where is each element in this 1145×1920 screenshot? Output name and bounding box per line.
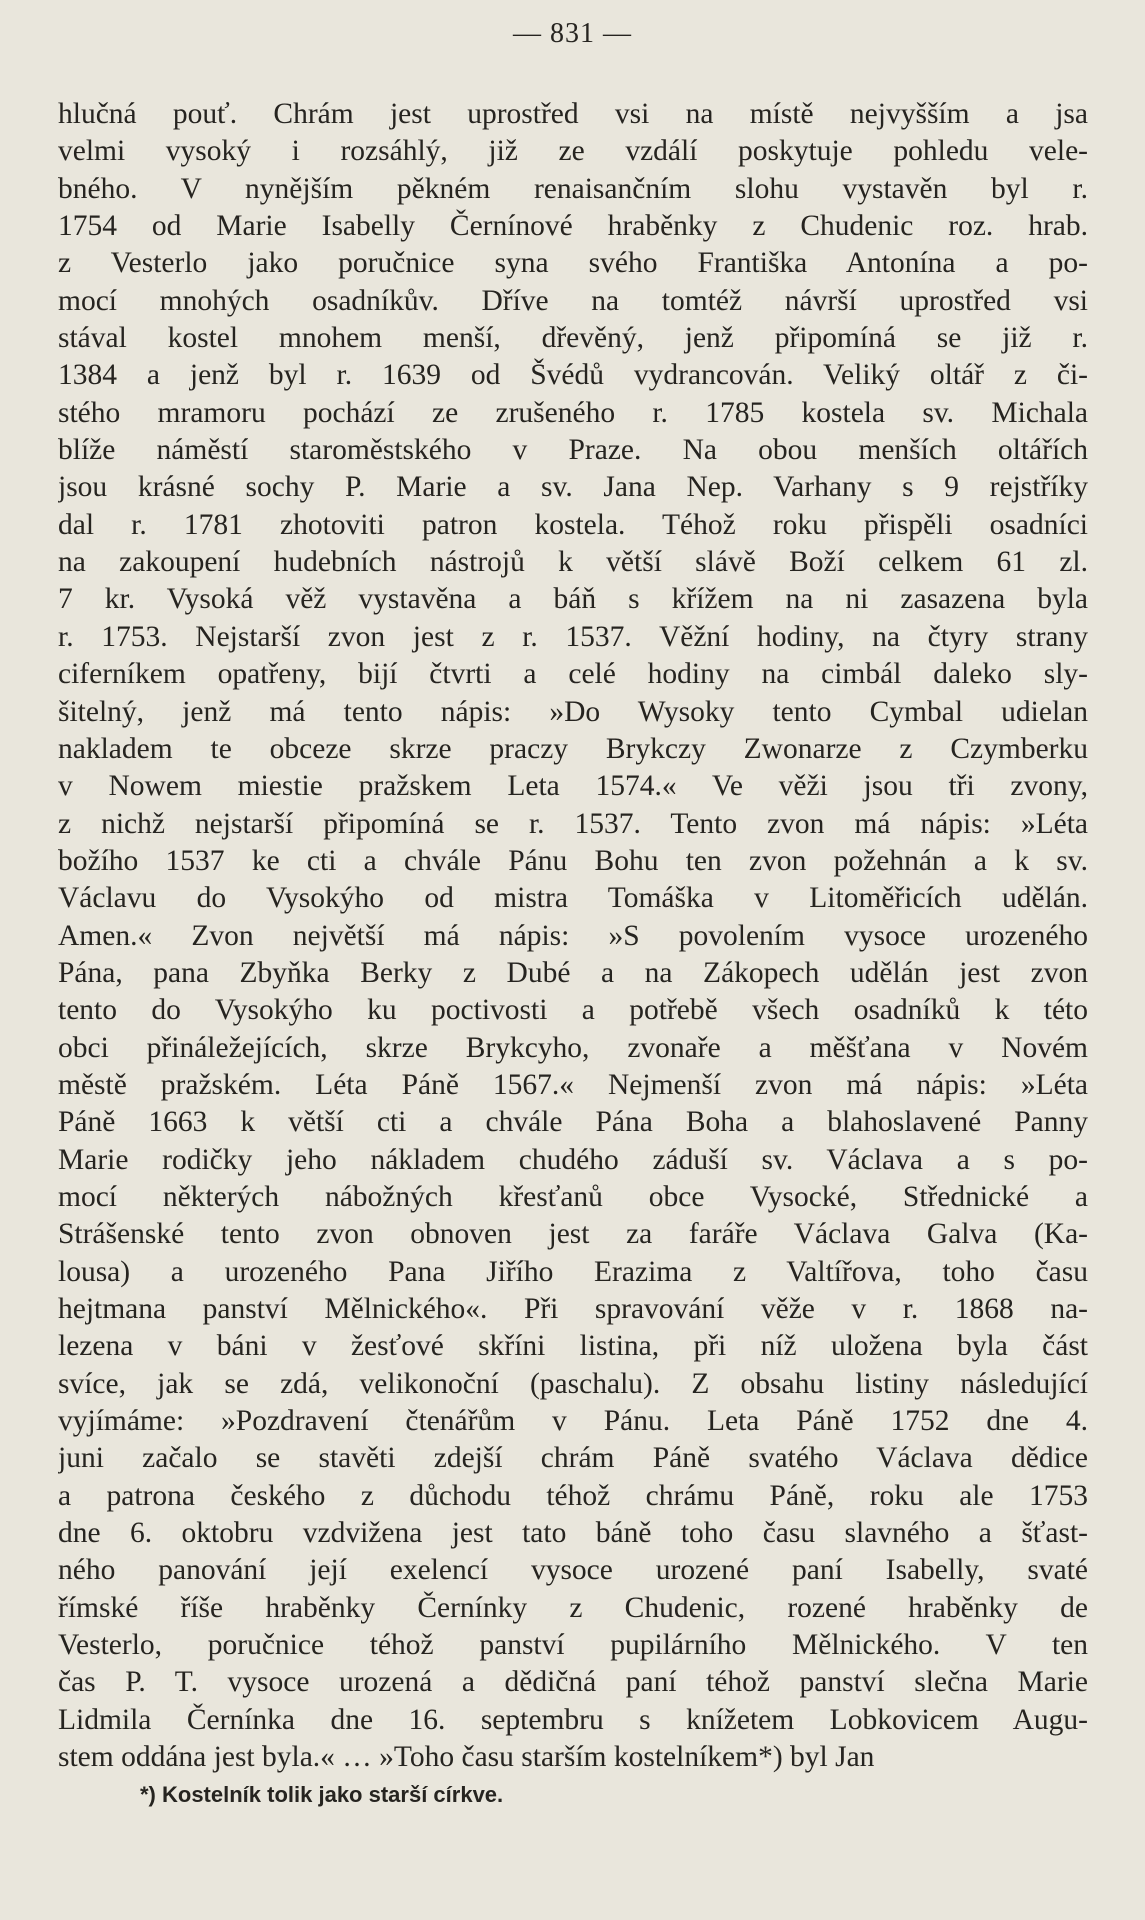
text-line: božího 1537 ke cti a chvále Pánu Bohu ten zvon požehnán a k sv. xyxy=(58,844,1088,877)
text-line: stával kostel mnohem menší, dřevěný, jenž připomíná se již r. xyxy=(58,322,1088,355)
text-line: stého mramoru pochází ze zrušeného r. 1785 kostela sv. Michala xyxy=(58,396,1088,429)
text-line: juni začalo se stavěti zdejší chrám Páně svatého Václava dědice xyxy=(58,1442,1088,1475)
text-line: 1754 od Marie Isabelly Černínové hraběnky z Chudenic roz. hrab. xyxy=(58,210,1088,243)
text-line: dal r. 1781 zhotoviti patron kostela. Téhož roku přispěli osadníci xyxy=(58,508,1088,541)
text-line: tento do Vysokýho ku poctivosti a potřebě všech osadníků k této xyxy=(58,994,1088,1027)
text-line: Václavu do Vysokýho od mistra Tomáška v Litoměřicích udělán. xyxy=(58,882,1088,915)
text-line: na zakoupení hudebních nástrojů k větší slávě Boží celkem 61 zl. xyxy=(58,546,1088,579)
text-line: ného panování její exelencí vysoce urozené paní Isabelly, svaté xyxy=(58,1554,1088,1587)
body-text xyxy=(58,96,1088,1776)
text-line: Marie rodičky jeho nákladem chudého záduší sv. Václava a s po- xyxy=(58,1143,1088,1176)
text-line: hejtmana panství Mělnického«. Při spravování věže v r. 1868 na- xyxy=(58,1293,1088,1325)
text-line: dne 6. oktobru vzdvižena jest tato báně toho času slavného a šťast- xyxy=(58,1517,1088,1550)
text-line: římské říše hraběnky Černínky z Chudenic, rozené hraběnky de xyxy=(58,1591,1088,1624)
text-line: obci přináležejících, skrze Brykcyho, zvonaře a měšťana v Novém xyxy=(58,1031,1088,1064)
text-line: ciferníkem opatřeny, bijí čtvrti a celé hodiny na cimbál daleko sly- xyxy=(58,658,1088,691)
text-line: lousa) a urozeného Pana Jiřího Erazima z Valtířova, toho času xyxy=(58,1255,1088,1288)
text-line: a patrona českého z důchodu téhož chrámu Páně, roku ale 1753 xyxy=(58,1479,1088,1512)
text-line: Amen.« Zvon největší má nápis: »S povolením vysoce urozeného xyxy=(58,919,1088,952)
text-line: svíce, jak se zdá, velikonoční (paschalu). Z obsahu listiny následující xyxy=(58,1367,1088,1400)
text-line: z Vesterlo jako poručnice syna svého Františka Antonína a po- xyxy=(58,247,1088,280)
text-line: lezena v báni v žesťové skříni listina, při níž uložena byla část xyxy=(58,1330,1088,1363)
text-line: vyjímáme: »Pozdravení čtenářům v Pánu. Leta Páně 1752 dne 4. xyxy=(58,1405,1088,1438)
text-line: Páně 1663 k větší cti a chvále Pána Boha a blahoslavené Panny xyxy=(58,1106,1088,1139)
text-line: Strášenské tento zvon obnoven jest za faráře Václava Galva (Ka- xyxy=(58,1218,1088,1251)
text-line: v Nowem miestie pražskem Leta 1574.« Ve věži jsou tři zvony, xyxy=(58,770,1088,803)
text-line: nakladem te obceze skrze praczy Brykczy Zwonarze z Czymberku xyxy=(58,732,1088,765)
text-line: velmi vysoký i rozsáhlý, již ze vzdálí poskytuje pohledu vele- xyxy=(58,135,1088,168)
text-line: Pána, pana Zbyňka Berky z Dubé a na Zákopech udělán jest zvon xyxy=(58,956,1088,989)
text-line: blíže náměstí staroměstského v Praze. Na obou menších oltářích xyxy=(58,434,1088,467)
text-line: mocí mnohých osadníkův. Dříve na tomtéž návrší uprostřed vsi xyxy=(58,284,1088,317)
text-line: mocí některých nábožných křesťanů obce Vysocké, Střednické a xyxy=(58,1180,1088,1213)
text-line: šitelný, jenž má tento nápis: »Do Wysoky tento Cymbal udielan xyxy=(58,695,1088,728)
text-line: městě pražském. Léta Páně 1567.« Nejmenší zvon má nápis: »Léta xyxy=(58,1068,1088,1101)
text-line: jsou krásné sochy P. Marie a sv. Jana Nep. Varhany s 9 rejstříky xyxy=(58,471,1088,504)
text-line: hlučná pouť. Chrám jest uprostřed vsi na místě nejvyšším a jsa xyxy=(58,98,1088,130)
text-line: Lidmila Černínka dne 16. septembru s knížetem Lobkovicem Augu- xyxy=(58,1703,1088,1736)
text-line: r. 1753. Nejstarší zvon jest z r. 1537. Věžní hodiny, na čtyry strany xyxy=(58,620,1088,653)
text-line: bného. V nynějším pěkném renaisančním slohu vystavěn byl r. xyxy=(58,172,1088,205)
page-number: — 831 — xyxy=(513,18,632,49)
text-line: 7 kr. Vysoká věž vystavěna a báň s křížem na ni zasazena byla xyxy=(58,583,1088,616)
text-line: Vesterlo, poručnice téhož panství pupilárního Mělnického. V ten xyxy=(58,1629,1088,1662)
text-line: čas P. T. vysoce urozená a dědičná paní téhož panství slečna Marie xyxy=(58,1666,1088,1699)
text-line: 1384 a jenž byl r. 1639 od Švédů vydrancován. Veliký oltář z či- xyxy=(58,359,1088,392)
text-line: stem oddána jest byla.« … »Toho času starším kostelníkem*) byl Jan xyxy=(58,1741,875,1774)
text-line: z nichž nejstarší připomíná se r. 1537. Tento zvon má nápis: »Léta xyxy=(58,807,1088,840)
footnote: *) Kostelník tolik jako starší církve. xyxy=(140,1782,504,1807)
